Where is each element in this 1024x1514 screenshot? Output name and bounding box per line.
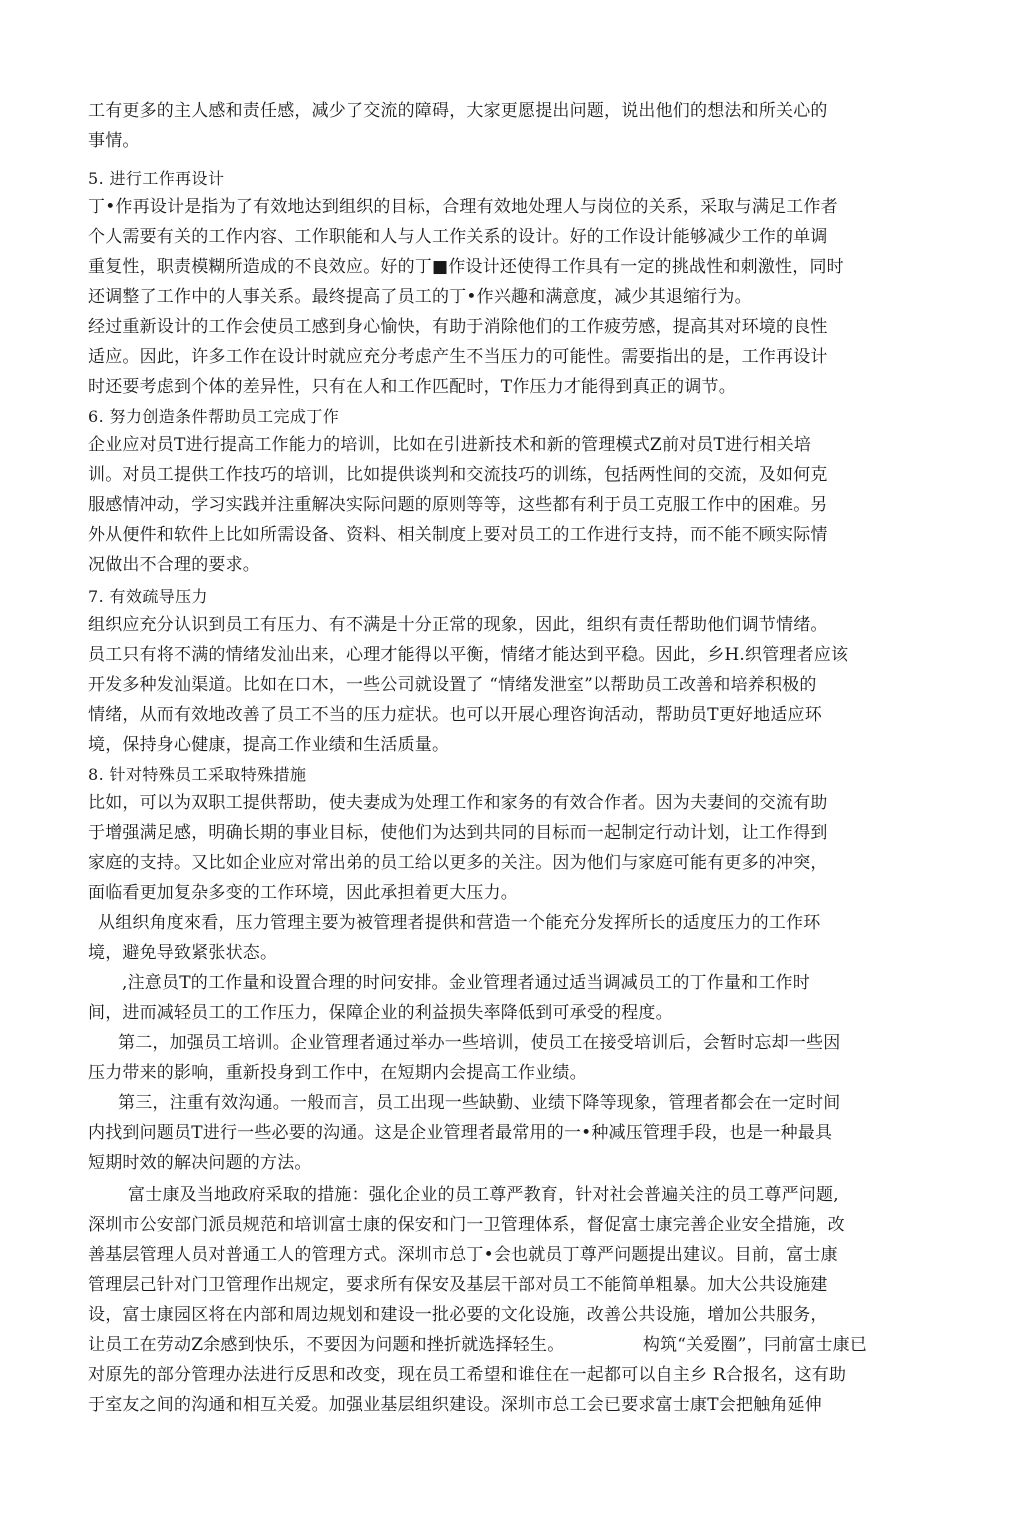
text-line: 个人需要有关的工作内容、工作职能和人与人工作关系的设计。好的工作设计能够减少工作的单调 (88, 227, 828, 247)
text-line: 间，进而减轻员工的工作压力，保障企业的利益损失率降低到可承受的程度。 (88, 1003, 673, 1023)
text-line: 经过重新设计的工作会使员工感到身心愉快，有助于消除他们的工作疲劳感，提高其对环境的良性 (88, 317, 828, 337)
text-line: 境，避免导致紧张状态。 (88, 943, 278, 963)
section-heading: 8. 针对特殊员工采取特殊措施 (88, 765, 307, 784)
text-line: 员工只有将不满的情绪发汕出来，心理才能得以平衡，情绪才能达到平稳。因此，乡H.织管理者应该 (88, 645, 849, 665)
text-line: 企业应对员T进行提高工作能力的培训，比如在引进新技术和新的管理模式Z前对员T进行相关培 (88, 435, 812, 455)
text-line: 设，富士康园区将在内部和周边规划和建设一批必要的文化设施，改善公共设施，增加公共服务， (88, 1305, 828, 1325)
text-line: 还调整了工作中的人事关系。最终提高了员工的丁•作兴趣和满意度，减少其退缩行为。 (88, 287, 752, 307)
text-line: 从组织角度來看，压力管理主要为被管理者提供和营造一个能充分发挥所长的适度压力的工作环 (98, 913, 821, 933)
text-line: 外从便件和软件上比如所需设备、资料、相关制度上要对员工的工作进行支持，而不能不顾实际情 (88, 525, 828, 545)
text-line: 组织应充分认识到员工有压力、有不满是十分正常的现象，因此，组织有责任帮助他们调节情绪。 (88, 615, 828, 635)
text-line: 家庭的支持。又比如企业应对常出弟的员工给以更多的关注。因为他们与家庭可能有更多的冲突， (88, 853, 828, 873)
text-line: 管理层己针对门卫管理作出规定，要求所有保安及基层干部对员工不能简单粗暴。加大公共设施建 (88, 1275, 828, 1295)
text-line: 压力带来的影响，重新投身到工作中，在短期内会提高工作业绩。 (88, 1063, 587, 1083)
text-line: 富士康及当地政府采取的措施：强化企业的员工尊严教育，针对社会普遍关注的员工尊严问题, (128, 1185, 839, 1205)
text-line: 第三，注重有效沟通。一般而言，员工出现一些缺勤、业绩下降等现象，管理者都会在一定时间 (118, 1093, 841, 1113)
section-heading: 7. 有效疏导压力 (88, 587, 208, 606)
section-heading: 6. 努力创造条件帮助员工完成丁作 (88, 407, 340, 426)
text-line: 善基层管理人员对普通工人的管理方式。深圳市总丁•会也就员丁尊严问题提出建议。目前，富士康 (88, 1245, 838, 1265)
text-line: 时还要考虑到个体的差异性，只有在人和工作匹配时，T作压力才能得到真正的调节。 (88, 377, 736, 397)
text-line: 比如，可以为双职工提供帮助，使夫妻成为处理工作和家务的有效合作者。因为夫妻间的交流有助 (88, 793, 828, 813)
text-line: 境，保持身心健康，提高工作业绩和生活质量。 (88, 735, 450, 755)
text-line: 情绪，从而有效地改善了员工不当的压力症状。也可以开展心理咨询活动，帮助员T更好地适应环 (88, 705, 822, 725)
text-line: 丁•作再设计是指为了有效地达到组织的目标，合理有效地处理人与岗位的关系，采取与满足工作者 (88, 197, 838, 217)
section-heading: 5. 进行工作再设计 (88, 169, 225, 188)
text-line: 训。对员工提供工作技巧的培训，比如提供谈判和交流技巧的训练，包括两性间的交流，及如何克 (88, 465, 828, 485)
text-line: 让员工在劳动Z余感到快乐，不要因为问题和挫折就选择轻生。 构筑“关爱圈”，冃前富士康已 (88, 1335, 868, 1355)
text-line: 对原先的部分管理办法进行反思和改变，现在员工希望和谁住在一起都可以自主乡 R合报名，这有助 (88, 1365, 847, 1385)
text-line: 短期时效的解决问题的方法。 (88, 1153, 312, 1173)
text-line: 工有更多的主人感和责任感，减少了交流的障碍，大家更愿提出问题，说出他们的想法和所关心的 (88, 101, 828, 121)
text-line: 内找到问题员T进行一些必要的沟通。这是企业管理者最常用的一•种减压管理手段，也是一种最具 (88, 1123, 833, 1143)
text-line: ,注意员T的工作量和设置合理的时问安排。金业管理者通过适当调减员工的丁作量和工作时 (122, 973, 810, 993)
text-line: 事情。 (88, 131, 140, 151)
text-line: 重复性，职责模糊所造成的不良效应。好的丁■作设计还使得工作具有一定的挑战性和刺激性，同时 (88, 257, 844, 277)
text-line: 第二，加强员工培训。企业管理者通过举办一些培训，使员工在接受培训后，会暂时忘却一些因 (118, 1033, 841, 1053)
text-line: 服感情冲动，学习实践并注重解决实际问题的原则等等，这些都有利于员工克服工作中的困难。另 (88, 495, 828, 515)
text-line: 况做出不合理的要求。 (88, 555, 260, 575)
text-line: 适应。因此，许多工作在设计时就应充分考虑产生不当压力的可能性。需要指出的是，工作再设计 (88, 347, 828, 367)
text-line: 面临看更加复杂多变的工作环境，因此承担着更大压力。 (88, 883, 518, 903)
text-line: 于室友之间的沟通和相互关爱。加强业基层组织建设。深圳市总工会已要求富士康T会把触角延伸 (88, 1395, 822, 1415)
text-line: 开发多种发汕渠道。比如在口木，一些公司就设置了 “情绪发泄室”以帮助员工改善和培养积极的 (88, 675, 817, 695)
text-line: 深圳市公安部门派员规范和培训富士康的保安和门一卫管理体系，督促富士康完善企业安全措施，改 (88, 1215, 845, 1235)
text-line: 于增强满足感，明确长期的事业目标，使他们为达到共同的目标而一起制定行动计划，让工作得到 (88, 823, 828, 843)
